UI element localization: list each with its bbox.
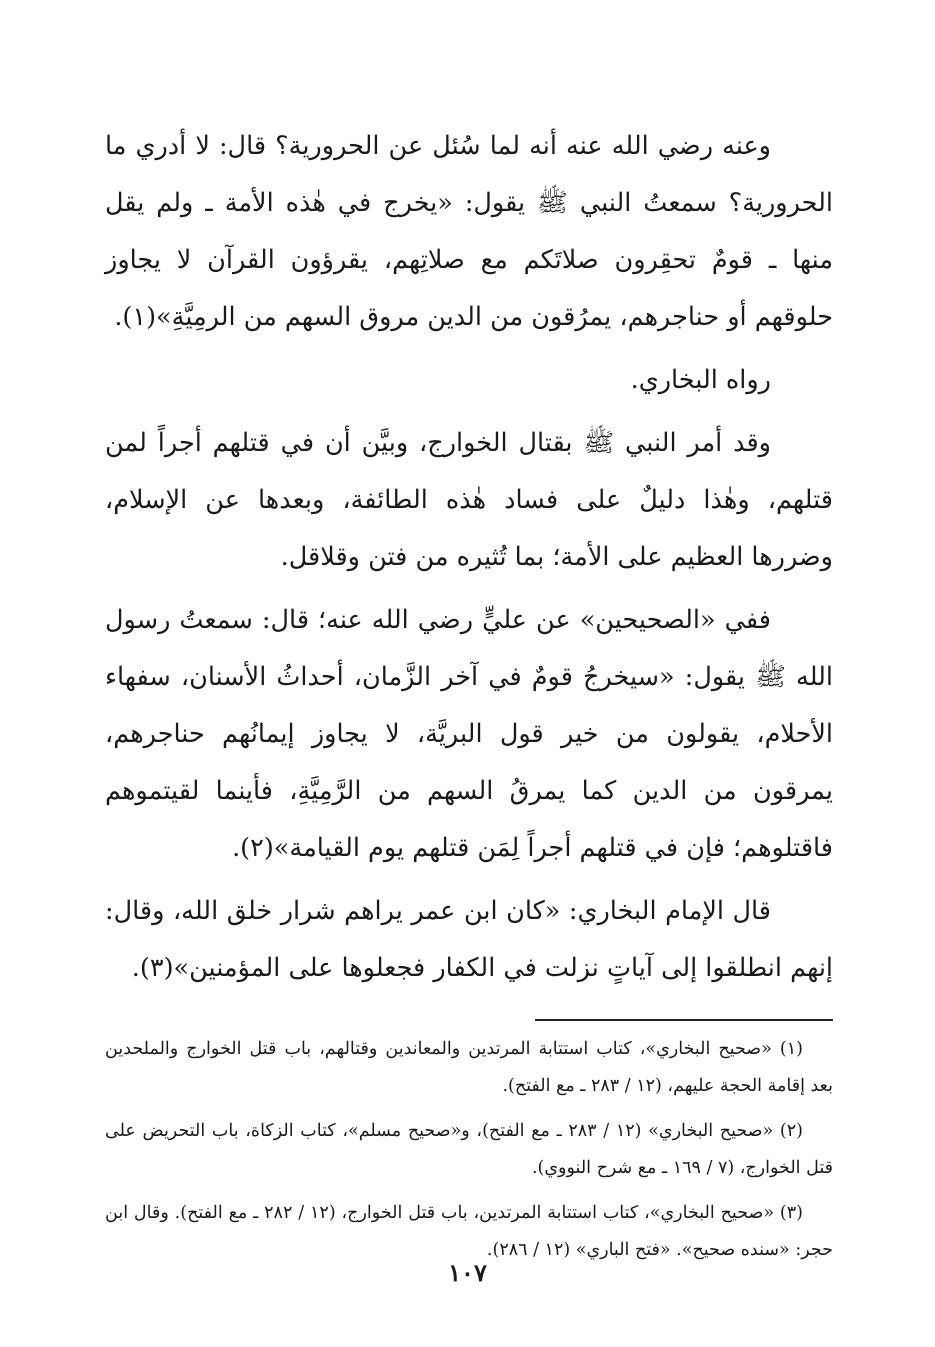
footnote-3: (٣) «صحيح البخاري»، كتاب استتابة المرتدين، باب قتل الخوارج، (١٢ / ٢٨٢ ـ مع الفتح). وقال ابن حجر: «سنده صحيح». «فتح الباري» (١٢ / ٢٨٦). (105, 1203, 833, 1260)
paragraph-haruriyya: وعنه رضي الله عنه أنه لما سُئل عن الحرورية؟ قال: لا أدري ما الحرورية؟ سمعتُ النبي ﷺ يقول: «يخرج في هٰذه الأمة ـ ولم يقل منها ـ قومٌ تحقِرون صلاتَكم مع صلاتِهم، يقرؤون القرآن لا يجاوز حلوقهم أو حناجرهم، يمرُقون من الدين مروق السهم من الرمِيَّةِ»(١). (105, 131, 833, 332)
page-number: ١٠٧ (448, 1258, 487, 1287)
main-text (105, 118, 833, 997)
footnote-1: (١) «صحيح البخاري»، كتاب استتابة المرتدين والمعاندين وقتالهم، باب قتل الخوارج والملحدين بعد إقامة الحجة عليهم، (١٢ / ٢٨٣ ـ مع الفتح). (105, 1039, 833, 1096)
footnote-2: (٢) «صحيح البخاري» (١٢ / ٢٨٣ ـ مع الفتح)، و«صحيح مسلم»، كتاب الزكاة، باب التحريض على قتل الخوارج، (٧ / ١٦٩ ـ مع شرح النووي). (105, 1121, 833, 1178)
page-content (105, 118, 833, 1268)
footnotes (105, 1031, 833, 1268)
paragraph-narration-source: رواه البخاري. (630, 365, 771, 395)
footnote-separator (535, 1019, 833, 1021)
paragraph-bukhari-quote: قال الإمام البخاري: «كان ابن عمر يراهم شرار خلق الله، وقال: إنهم انطلقوا إلى آياتٍ نزلت في الكفار فجعلوها على المؤمنين»(٣). (105, 896, 833, 983)
paragraph-sahihayn-hadith: ففي «الصحيحين» عن عليٍّ رضي الله عنه؛ قال: سمعتُ رسول الله ﷺ يقول: «سيخرجُ قومٌ في آخر الزَّمان، أحداثُ الأسنان، سفهاء الأحلام، يقولون من خير قول البريَّة، لا يجاوز إيمانُهم حناجرهم، يمرقون من الدين كما يمرقُ السهم من الرَّمِيَّةِ، فأينما لقيتموهم فاقتلوهم؛ فإن في قتلهم أجراً لِمَن قتلهم يوم القيامة»(٢). (105, 605, 833, 863)
paragraph-command-to-fight: وقد أمر النبي ﷺ بقتال الخوارج، وبيَّن أن في قتلهم أجراً لمن قتلهم، وهٰذا دليلٌ على فساد هٰذه الطائفة، وبعدها عن الإسلام، وضررها العظيم على الأمة؛ بما تُثيره من فتن وقلاقل. (105, 428, 833, 572)
